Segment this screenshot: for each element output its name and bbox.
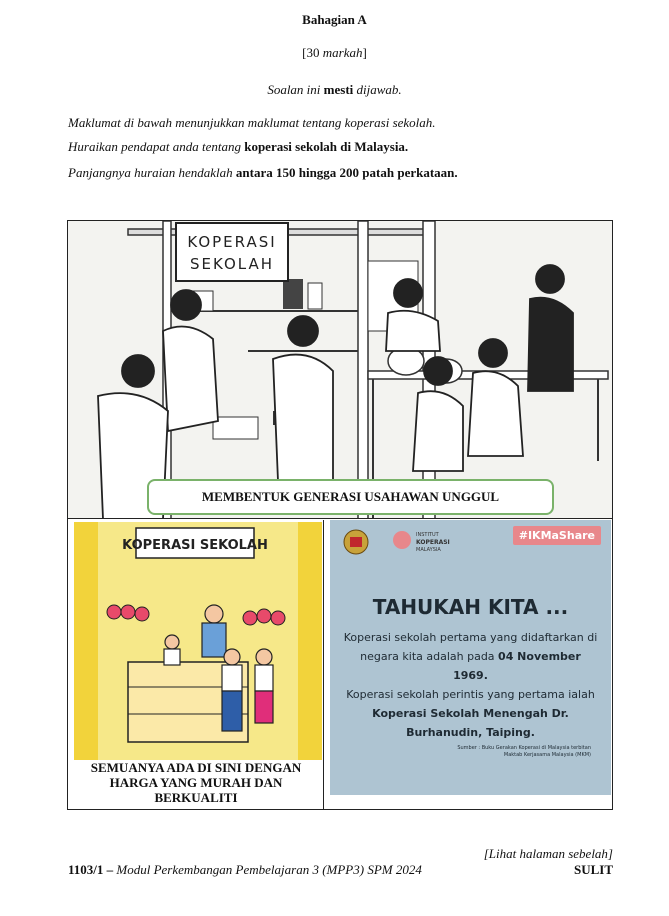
logo-text-2: KOPERASI — [416, 539, 450, 546]
marks-open: [30 — [302, 45, 323, 60]
question-line-2 — [68, 139, 408, 155]
bottom-left-caption: SEMUANYA ADA DI SINI DENGAN HARGA YANG MURAH DAN BERKUALITI — [90, 760, 302, 805]
question-line-2-pre: Huraikan pendapat anda tentang — [68, 139, 245, 154]
body-2: Koperasi sekolah perintis yang pertama ialah — [346, 688, 595, 701]
body-1: Koperasi sekolah pertama yang didaftarkan di negara kita adalah pada — [343, 631, 598, 663]
top-illustration — [68, 221, 612, 519]
hashtag-badge: #IKMaShare — [513, 526, 601, 545]
question-line-2-bold: koperasi sekolah di Malaysia. — [244, 139, 409, 154]
cooperative-shop-drawing — [68, 221, 612, 519]
footer-module — [68, 862, 422, 878]
infographic-body — [342, 628, 599, 742]
ministry-logo-icon — [340, 526, 460, 562]
footer-code: 1103/1 — [68, 862, 104, 877]
footer-dash: – — [103, 862, 117, 877]
instruction-line — [0, 82, 669, 98]
top-caption: MEMBENTUK GENERASI USAHAWAN UNGGUL — [147, 479, 554, 515]
infographic-title: TAHUKAH KITA ... — [372, 595, 569, 619]
logo-text-1: INSTITUT — [416, 532, 439, 538]
footer-note: [Lihat halaman sebelah] — [483, 846, 613, 861]
figure-frame — [67, 220, 613, 810]
footer-classification: SULIT — [573, 862, 613, 877]
logo-text-3: MALAYSIA — [416, 547, 441, 553]
marks-line — [0, 45, 669, 61]
source-line-1: Sumber : Buku Gerakan Koperasi di Malaysia terbitan — [457, 745, 591, 751]
section-title: Bahagian A — [302, 12, 367, 27]
infographic-source — [457, 745, 591, 759]
question-line-3 — [68, 165, 458, 181]
instruction-bold: mesti — [323, 82, 354, 97]
bottom-left-illustration — [68, 520, 324, 809]
instruction-pre: Soalan ini — [267, 82, 324, 97]
question-line-3-pre: Panjangnya huraian hendaklah — [68, 165, 236, 180]
marks-close: ] — [362, 45, 367, 60]
sign-text-2: SEKOLAH — [189, 255, 275, 273]
marks-word: markah — [322, 45, 363, 60]
question-line-1: Maklumat di bawah menunjukkan maklumat tentang koperasi sekolah. — [68, 115, 436, 130]
shop-counter-drawing — [74, 522, 324, 762]
instruction-post: dijawab. — [353, 82, 402, 97]
question-line-3-bold: antara 150 hingga 200 patah perkataan. — [235, 165, 458, 180]
footer-module-name: Modul Perkembangan Pembelajaran 3 (MPP3) SPM 2024 — [116, 862, 422, 877]
source-line-2: Maktab Kerjasama Malaysia (MKM) — [503, 752, 591, 758]
bl-sign-text: KOPERASI SEKOLAH — [122, 538, 268, 553]
bottom-right-infographic — [330, 520, 611, 795]
sign-text-1: KOPERASI — [187, 233, 277, 251]
body-1-bold: 04 November 1969. — [453, 650, 581, 682]
body-2-bold: Koperasi Sekolah Menengah Dr. Burhanudin, Taiping. — [372, 707, 569, 739]
